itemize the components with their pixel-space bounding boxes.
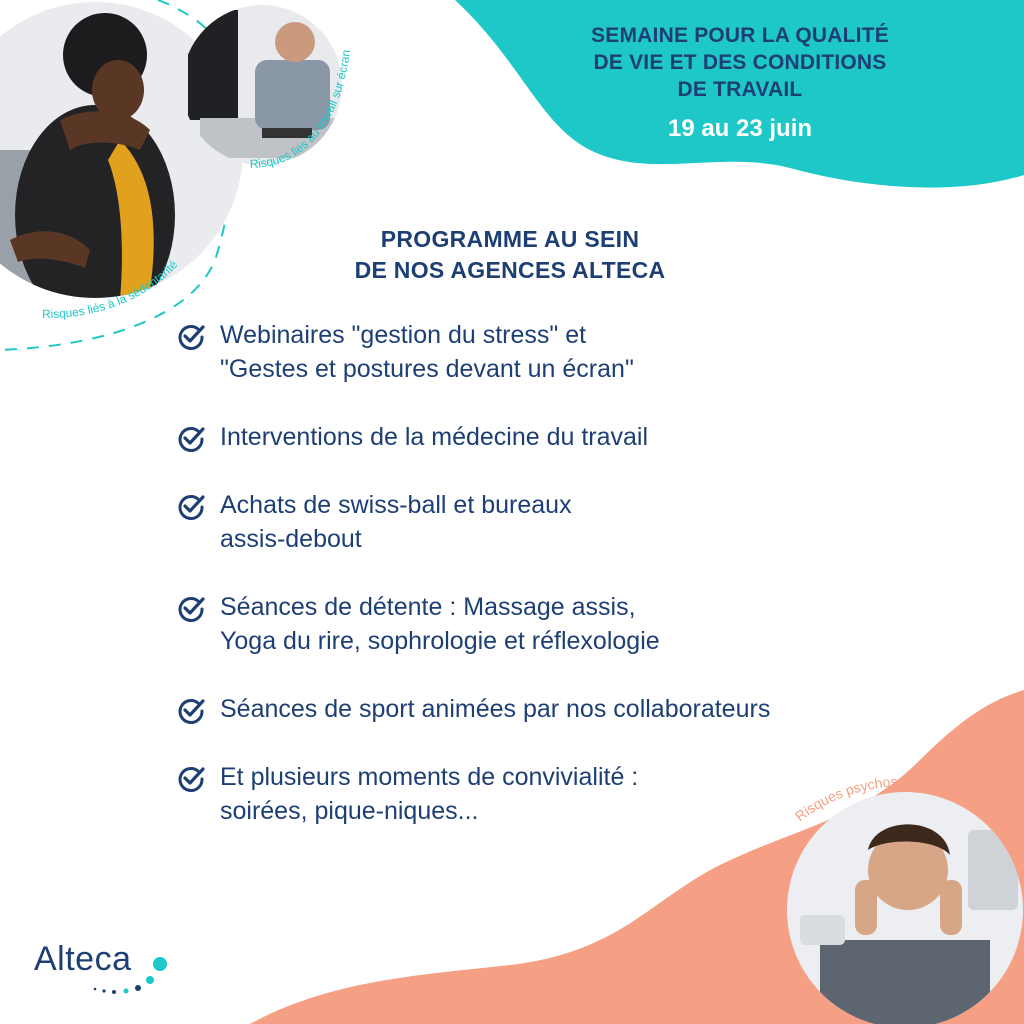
item-text: Interventions de la médecine du travail [220, 423, 649, 451]
list-item [176, 420, 848, 454]
header-dates: 19 au 23 juin [667, 115, 813, 142]
check-circle-icon [176, 764, 206, 794]
item-text: Séances de détente : Massage assis, Yoga du rire, sophrologie et réflexologie [220, 593, 660, 655]
check-circle-icon [176, 424, 206, 454]
item-text: Webinaires "gestion du stress" et "Gestes et postures devant un écran" [220, 321, 634, 383]
programme-list [176, 318, 848, 862]
alteca-logo [34, 938, 184, 1008]
item-text: Séances de sport animées par nos collaborateurs [220, 695, 771, 723]
list-item [176, 488, 848, 556]
label-sedentarite: Risques liés à la sédentarité [41, 257, 181, 322]
check-circle-icon [176, 594, 206, 624]
logo-dots-icon [34, 938, 184, 1008]
programme-title: PROGRAMME AU SEIN DE NOS AGENCES ALTECA [354, 226, 666, 283]
label-ecran: Risques liés au travail sur écran [249, 48, 354, 172]
list-item [176, 692, 848, 726]
logo-text: Alteca [34, 940, 132, 978]
label-psychosociaux: Risques psychosociaux [791, 772, 940, 825]
item-text: Et plusieurs moments de convivialité : soirées, pique-niques... [220, 763, 639, 825]
check-circle-icon [176, 322, 206, 352]
check-circle-icon [176, 696, 206, 726]
item-text: Achats de swiss-ball et bureaux assis-debout [220, 491, 572, 553]
list-item [176, 760, 848, 828]
header [540, 22, 940, 143]
list-item [176, 590, 848, 658]
list-item [176, 318, 848, 386]
check-circle-icon [176, 492, 206, 522]
header-title: SEMAINE POUR LA QUALITÉ DE VIE ET DES CONDITIONS DE TRAVAIL [591, 24, 889, 101]
